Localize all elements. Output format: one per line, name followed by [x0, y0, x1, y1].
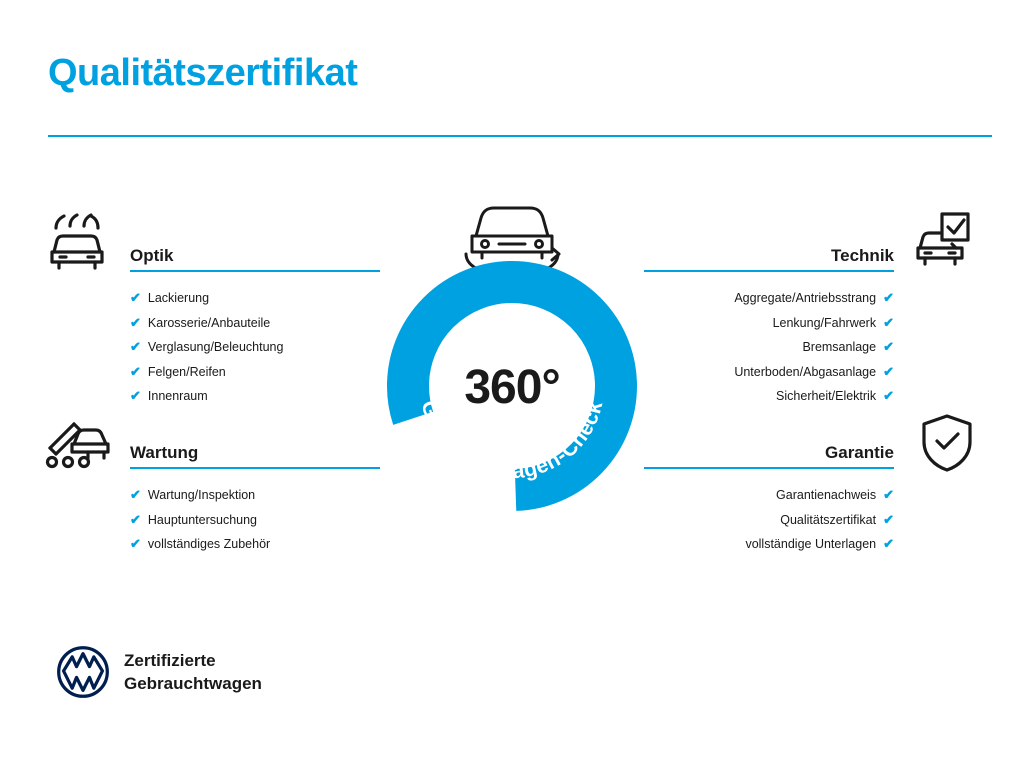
section-garantie-divider — [644, 467, 894, 469]
list-item-label: Lackierung — [147, 291, 210, 305]
section-optik-title: Optik — [130, 246, 174, 265]
section-wartung-divider — [130, 467, 380, 469]
section-garantie — [644, 435, 894, 557]
check-icon: ✔ — [883, 314, 894, 330]
check-icon: ✔ — [883, 487, 894, 502]
check-icon: ✔ — [883, 536, 894, 551]
section-garantie-title: Garantie — [825, 443, 894, 462]
section-technik-divider — [644, 270, 894, 272]
section-garantie-list — [644, 483, 894, 557]
list-item-label: Hauptuntersuchung — [147, 512, 258, 527]
car-checklist-icon — [912, 212, 978, 277]
footer-line-1: Zertifizierte — [124, 651, 216, 670]
section-wartung-header — [130, 435, 380, 469]
check-icon: ✔ — [883, 339, 894, 354]
check-icon: ✔ — [130, 511, 141, 527]
list-item-label: Verglasung/Beleuchtung — [147, 340, 284, 354]
car-lift-icon — [44, 414, 116, 479]
section-optik-header — [130, 238, 380, 272]
center-badge — [370, 196, 654, 496]
list-item — [644, 532, 894, 557]
list-item — [644, 483, 894, 508]
section-optik-divider — [130, 270, 380, 272]
list-item-label: Karosserie/Anbauteile — [147, 315, 271, 330]
list-item-label: vollständiges Zubehör — [147, 537, 271, 551]
check-icon: ✔ — [130, 487, 141, 502]
list-item — [130, 335, 380, 360]
title-divider — [48, 135, 992, 137]
list-item — [644, 360, 894, 385]
list-item-label: Sicherheit/Elektrik — [776, 389, 877, 403]
list-item-label: Garantienachweis — [776, 488, 877, 502]
list-item-label: Unterboden/Abgasanlage — [734, 364, 877, 379]
list-item — [644, 286, 894, 311]
section-optik — [130, 238, 380, 409]
check-icon: ✔ — [130, 339, 141, 354]
page-title: Qualitätszertifikat — [48, 52, 358, 94]
check-icon: ✔ — [883, 363, 894, 379]
shield-check-icon — [918, 412, 976, 479]
list-item — [644, 335, 894, 360]
list-item — [130, 384, 380, 409]
degrees-label: 360° — [464, 361, 560, 414]
check-icon: ✔ — [130, 536, 141, 551]
section-technik-title: Technik — [831, 246, 894, 265]
section-technik — [644, 238, 894, 409]
check-icon: ✔ — [130, 388, 141, 403]
check-ring — [382, 256, 642, 516]
footer-brand — [56, 645, 262, 699]
check-icon: ✔ — [130, 314, 141, 330]
section-technik-header — [644, 238, 894, 272]
list-item — [644, 311, 894, 336]
vw-logo — [56, 645, 110, 699]
list-item — [130, 508, 380, 533]
list-item-label: Qualitätszertifikat — [780, 512, 877, 527]
check-icon: ✔ — [130, 363, 141, 379]
section-technik-list — [644, 286, 894, 409]
list-item — [644, 508, 894, 533]
list-item — [644, 384, 894, 409]
list-item — [130, 286, 380, 311]
list-item — [130, 360, 380, 385]
footer-text — [124, 649, 262, 695]
list-item-label: Innenraum — [147, 389, 208, 403]
list-item-label: vollständige Unterlagen — [745, 537, 877, 551]
list-item — [130, 483, 380, 508]
list-item-label: Lenkung/Fahrwerk — [772, 315, 877, 330]
section-wartung — [130, 435, 380, 557]
section-wartung-list — [130, 483, 380, 557]
footer-line-2: Gebrauchtwagen — [124, 674, 262, 693]
list-item — [130, 311, 380, 336]
section-garantie-header — [644, 435, 894, 469]
section-wartung-title: Wartung — [130, 443, 199, 462]
check-icon: ✔ — [883, 511, 894, 527]
list-item-label: Wartung/Inspektion — [147, 488, 256, 502]
check-icon: ✔ — [130, 290, 141, 305]
list-item — [130, 532, 380, 557]
list-item-label: Aggregate/Antriebsstrang — [734, 291, 877, 305]
car-wash-icon — [46, 212, 114, 279]
check-icon: ✔ — [883, 290, 894, 305]
section-optik-list — [130, 286, 380, 409]
ring-label: Gebrauchtwagen-Check — [416, 397, 608, 484]
check-icon: ✔ — [883, 388, 894, 403]
list-item-label: Felgen/Reifen — [147, 364, 226, 379]
list-item-label: Bremsanlage — [802, 340, 877, 354]
